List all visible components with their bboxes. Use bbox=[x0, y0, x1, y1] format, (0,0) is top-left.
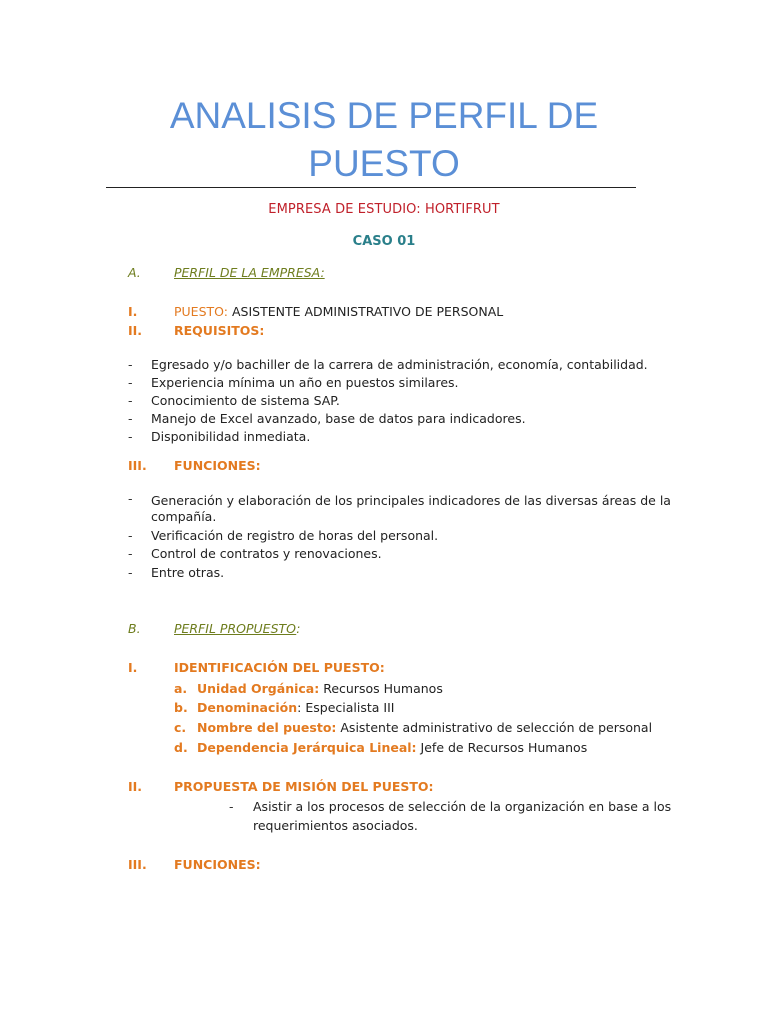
mision-text: requerimientos asociados. bbox=[253, 818, 418, 833]
sub-key: Nombre del puesto: bbox=[197, 720, 337, 735]
req-text: Disponibilidad inmediata. bbox=[151, 429, 311, 444]
func-text-line: Generación y elaboración de los principales indicadores de las diversas áreas de la bbox=[151, 493, 671, 508]
puesto-key: PUESTO: bbox=[174, 304, 228, 319]
sub-mark: c. bbox=[174, 720, 187, 735]
func-text: Entre otras. bbox=[151, 565, 225, 580]
ident-key: IDENTIFICACIÓN DEL PUESTO: bbox=[174, 660, 385, 675]
funciones-a-key: FUNCIONES: bbox=[174, 458, 261, 473]
req-text: Conocimiento de sistema SAP. bbox=[151, 393, 340, 408]
bullet-dash: - bbox=[128, 565, 133, 580]
bullet-dash: - bbox=[128, 357, 133, 372]
requisitos-mark: II. bbox=[128, 323, 143, 338]
func-text: compañía. bbox=[151, 509, 217, 524]
bullet-dash: - bbox=[128, 528, 133, 543]
sub-key: Unidad Orgánica: bbox=[197, 681, 320, 696]
req-text: Egresado y/o bachiller de la carrera de administración, economía, contabilidad. bbox=[151, 357, 648, 372]
mision-text: Asistir a los procesos de selección de la organización en base a los bbox=[253, 799, 672, 814]
title-divider bbox=[106, 187, 636, 188]
empresa-heading: EMPRESA DE ESTUDIO: HORTIFRUT bbox=[268, 202, 500, 217]
bullet-dash: - bbox=[128, 375, 133, 390]
bullet-dash: - bbox=[128, 411, 133, 426]
section-a-label: PERFIL DE LA EMPRESA: bbox=[174, 265, 325, 280]
sub-mark: a. bbox=[174, 681, 188, 696]
document-title-line-1: ANALISIS DE PERFIL DE bbox=[169, 95, 599, 136]
bullet-dash: - bbox=[128, 429, 133, 444]
sub-key: Denominación bbox=[197, 700, 298, 715]
sub-text bbox=[197, 702, 394, 715]
funciones-b-mark: III. bbox=[128, 857, 147, 872]
ident-mark: I. bbox=[128, 660, 138, 675]
bullet-dash: - bbox=[229, 799, 234, 814]
func-text: Control de contratos y renovaciones. bbox=[151, 546, 382, 561]
funciones-a-mark: III. bbox=[128, 458, 147, 473]
req-text: Manejo de Excel avanzado, base de datos para indicadores. bbox=[151, 411, 526, 426]
bullet-dash: - bbox=[128, 393, 133, 408]
puesto-value: ASISTENTE ADMINISTRATIVO DE PERSONAL bbox=[228, 304, 504, 319]
sub-value: Recursos Humanos bbox=[319, 681, 443, 696]
req-text: Experiencia mínima un año en puestos similares. bbox=[151, 375, 459, 390]
document-title-line-2: PUESTO bbox=[308, 143, 460, 184]
puesto-text bbox=[174, 306, 503, 319]
mision-mark: II. bbox=[128, 779, 143, 794]
bullet-dash: - bbox=[128, 546, 133, 561]
func-text: Verificación de registro de horas del personal. bbox=[151, 528, 439, 543]
sub-text bbox=[197, 742, 587, 755]
section-b-colon: : bbox=[296, 621, 301, 636]
sub-value: Jefe de Recursos Humanos bbox=[416, 740, 588, 755]
puesto-mark: I. bbox=[128, 304, 138, 319]
sub-mark: d. bbox=[174, 740, 188, 755]
mision-key: PROPUESTA DE MISIÓN DEL PUESTO: bbox=[174, 779, 434, 794]
section-b-text bbox=[174, 623, 300, 636]
caso-heading: CASO 01 bbox=[352, 234, 416, 249]
section-b-label: PERFIL PROPUESTO bbox=[174, 621, 297, 636]
section-a-mark: A. bbox=[128, 265, 141, 280]
section-b-mark: B. bbox=[128, 621, 141, 636]
sub-mark: b. bbox=[174, 700, 188, 715]
sub-text bbox=[197, 722, 652, 735]
sub-value: Asistente administrativo de selección de personal bbox=[336, 720, 653, 735]
funciones-b-key: FUNCIONES: bbox=[174, 857, 261, 872]
requisitos-key: REQUISITOS: bbox=[174, 323, 265, 338]
sub-text bbox=[197, 683, 443, 696]
sub-value: : Especialista III bbox=[297, 700, 395, 715]
sub-key: Dependencia Jerárquica Lineal: bbox=[197, 740, 417, 755]
bullet-dash: - bbox=[128, 491, 133, 506]
